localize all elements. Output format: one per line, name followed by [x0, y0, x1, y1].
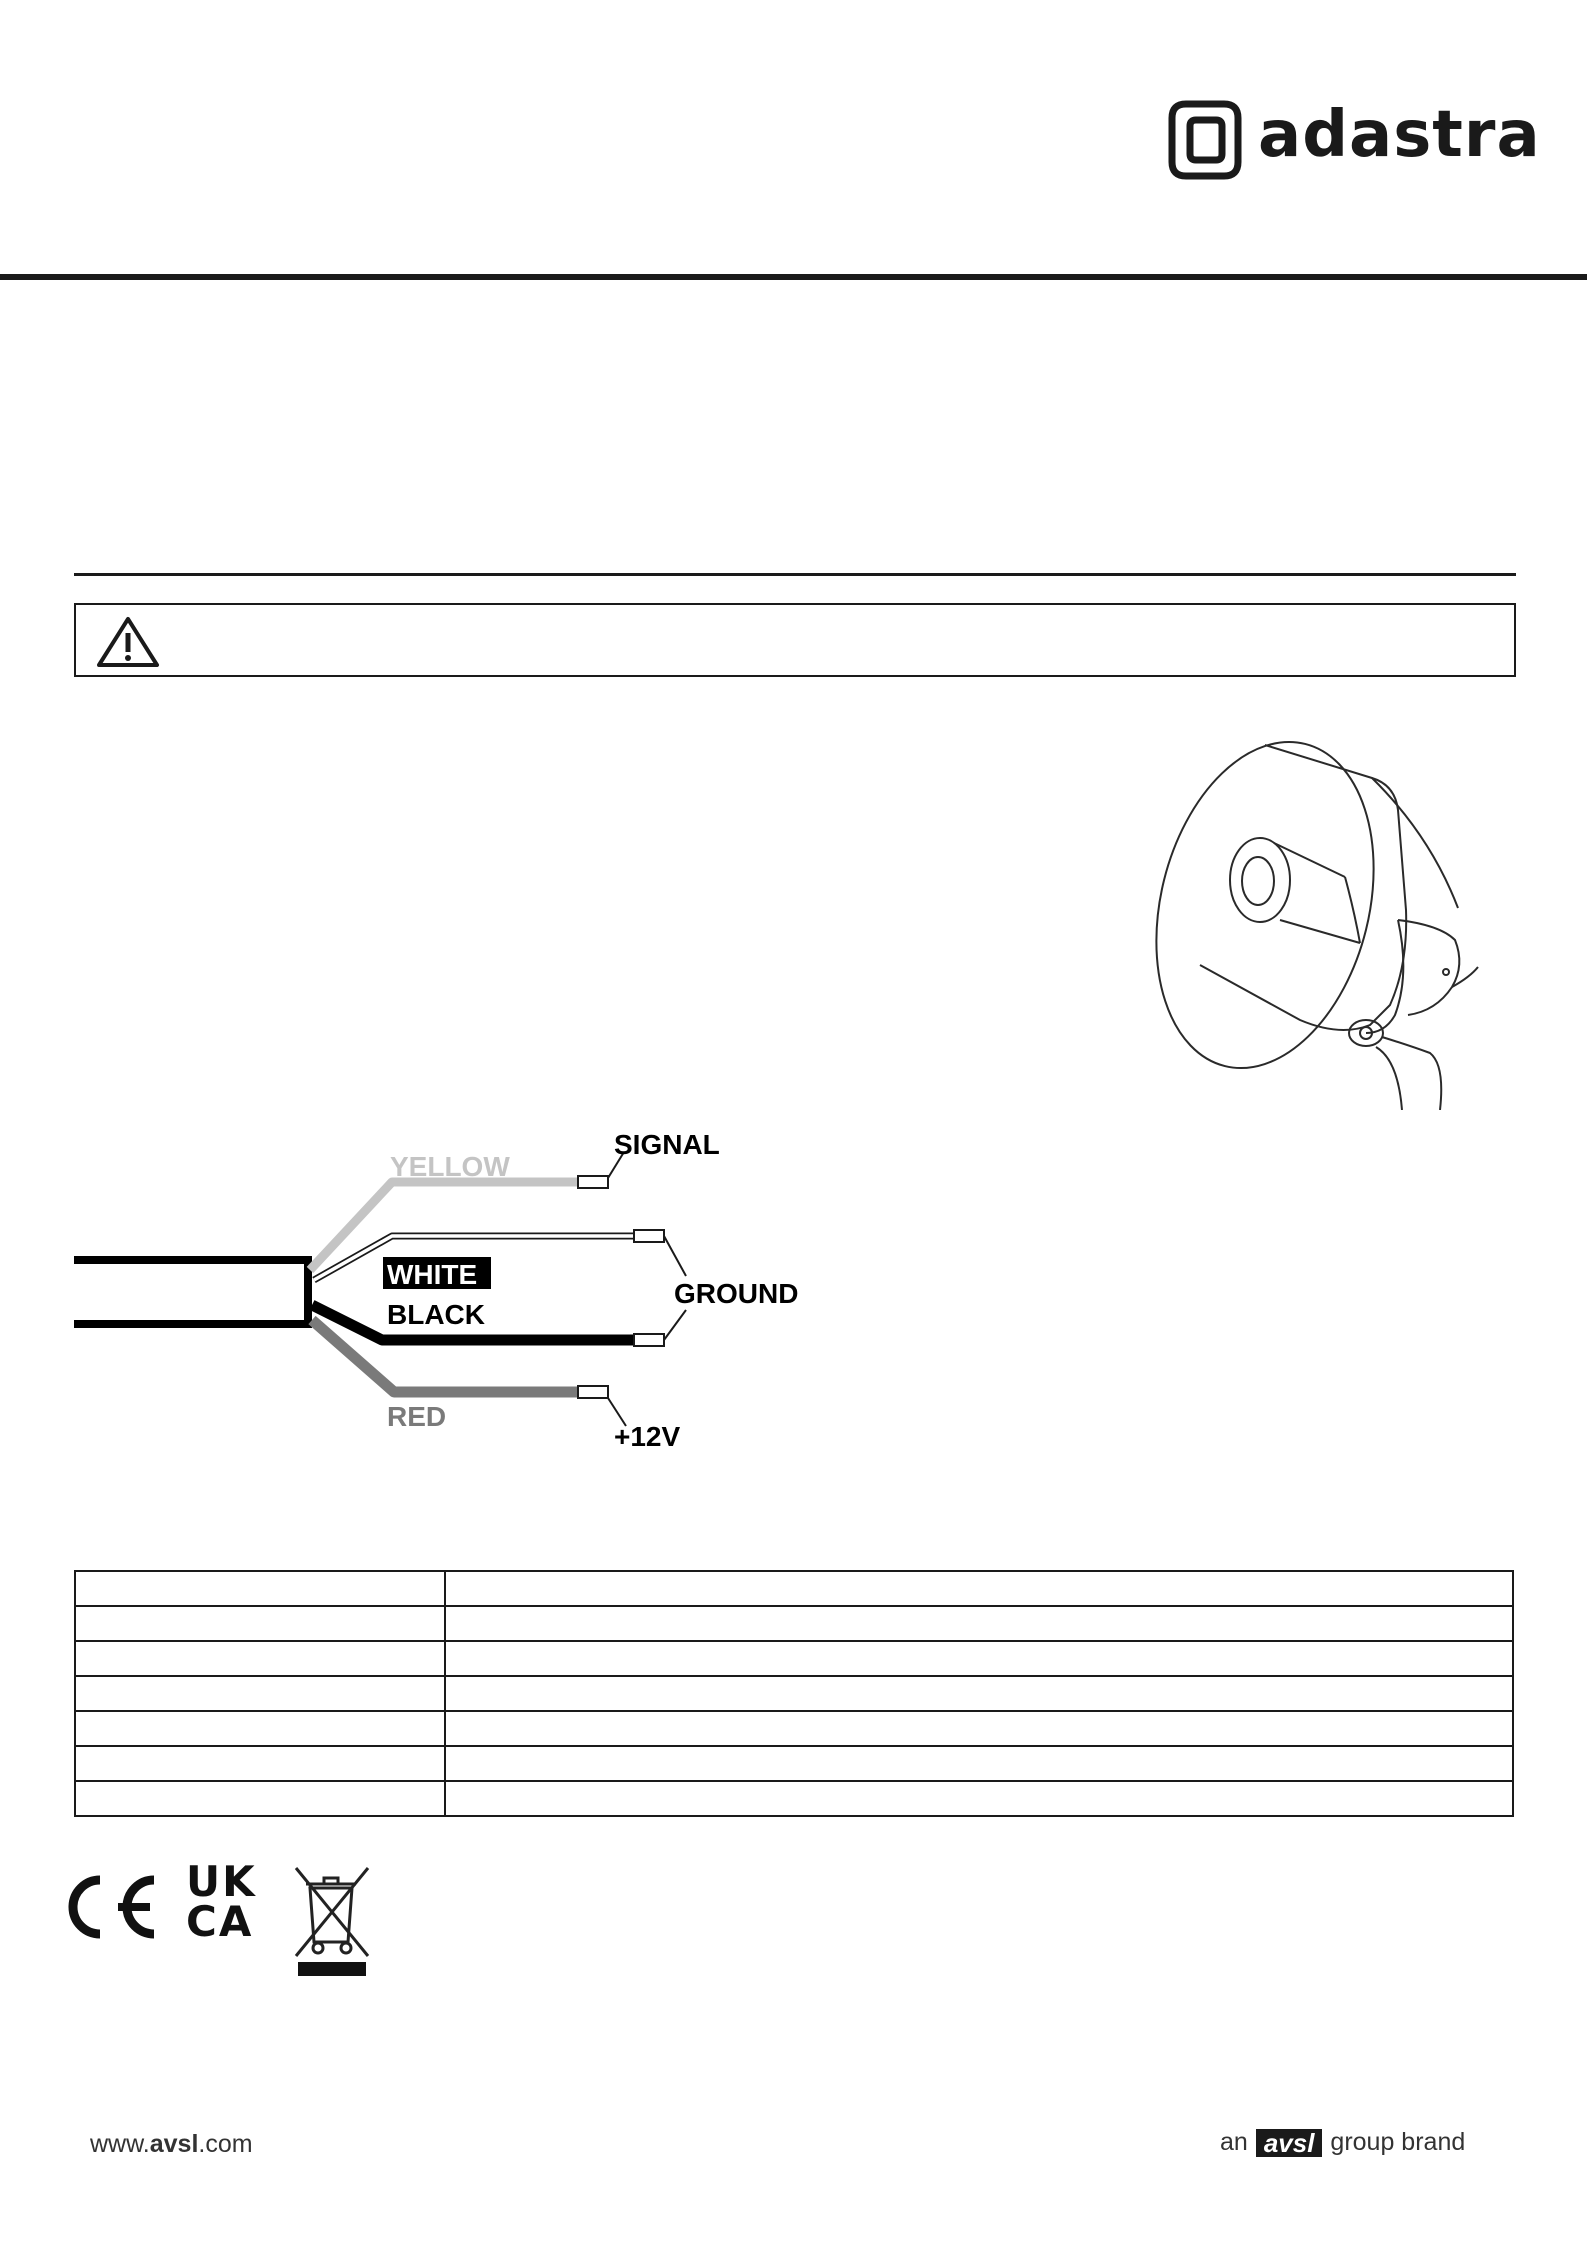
wire-tips — [578, 1176, 664, 1398]
footer-group-brand — [1220, 2128, 1465, 2157]
url-suffix: .com — [198, 2130, 253, 2158]
table-cell — [75, 1641, 445, 1676]
table-cell — [75, 1781, 445, 1816]
table-row — [75, 1711, 1513, 1746]
table-cell — [445, 1711, 1513, 1746]
plus12v-label: +12V — [614, 1421, 681, 1452]
warning-triangle-icon — [96, 615, 160, 669]
crossed-out-wheelie-bin-icon — [292, 1862, 372, 1976]
white-label: WHITE — [387, 1259, 478, 1290]
brand-suffix: group brand — [1330, 2128, 1466, 2156]
table-row — [75, 1746, 1513, 1781]
signal-label: SIGNAL — [614, 1129, 720, 1160]
table-cell — [445, 1746, 1513, 1781]
section-divider — [74, 573, 1516, 576]
cable-jacket — [74, 1256, 308, 1328]
specifications-table — [74, 1570, 1514, 1817]
wiring-diagram — [74, 1120, 854, 1460]
brand-prefix: an — [1220, 2128, 1248, 2156]
avsl-logo-mark: avsl — [1256, 2129, 1323, 2157]
table-cell — [75, 1711, 445, 1746]
specifications-table-body — [75, 1571, 1513, 1816]
ground-label: GROUND — [674, 1278, 799, 1309]
table-cell — [445, 1676, 1513, 1711]
table-row — [75, 1571, 1513, 1606]
adastra-logo-icon — [1168, 100, 1242, 180]
horn-speaker-illustration — [1140, 715, 1525, 1110]
table-row — [75, 1641, 1513, 1676]
brand-name: adastra — [1258, 98, 1541, 172]
table-cell — [445, 1606, 1513, 1641]
table-cell — [445, 1641, 1513, 1676]
ukca-bottom: CA — [186, 1897, 254, 1946]
ukca-mark-icon — [186, 1857, 268, 1946]
red-label: RED — [387, 1401, 447, 1432]
url-brand: avsl — [149, 2130, 199, 2158]
ukca-top: UK — [186, 1857, 257, 1906]
table-cell — [75, 1606, 445, 1641]
table-cell — [445, 1571, 1513, 1606]
black-label: BLACK — [387, 1299, 485, 1330]
warning-box — [74, 603, 1516, 677]
footer-website[interactable] — [90, 2130, 253, 2159]
header-divider — [0, 274, 1587, 280]
table-cell — [75, 1571, 445, 1606]
url-prefix: www. — [90, 2130, 150, 2158]
table-row — [75, 1606, 1513, 1641]
yellow-label: YELLOW — [390, 1151, 510, 1182]
table-cell — [75, 1676, 445, 1711]
table-row — [75, 1781, 1513, 1816]
table-row — [75, 1676, 1513, 1711]
table-cell — [445, 1781, 1513, 1816]
ce-mark-icon — [56, 1872, 160, 1942]
table-cell — [75, 1746, 445, 1781]
adastra-logo — [1168, 98, 1541, 180]
